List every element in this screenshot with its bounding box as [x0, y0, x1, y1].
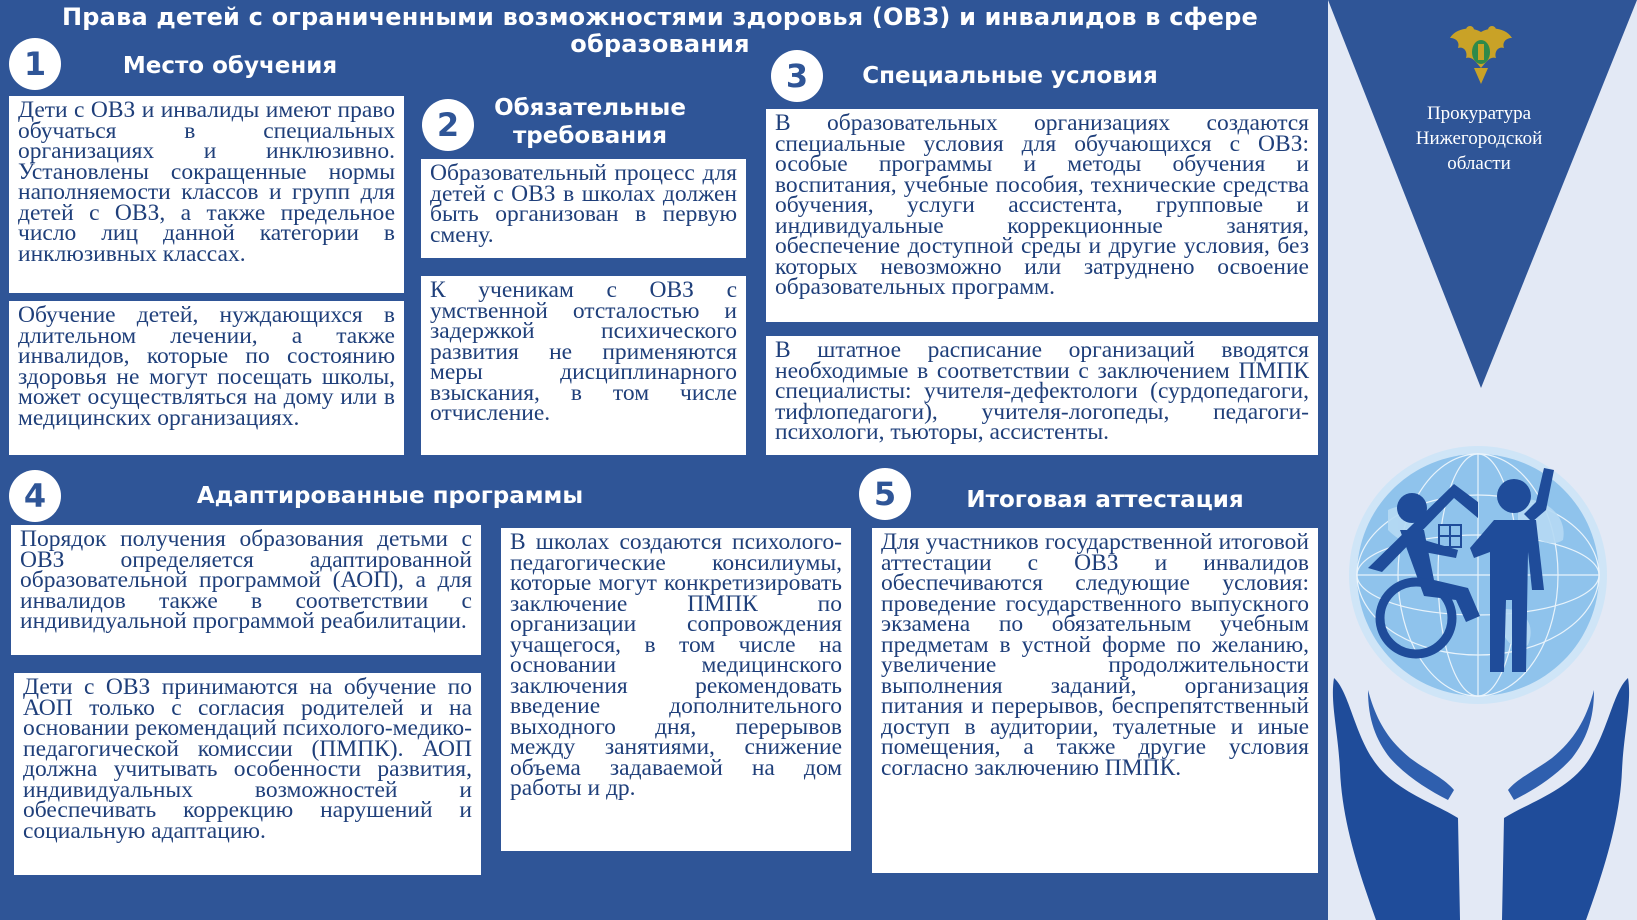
- section-5-paragraph-1: Для участников государственной итоговой аттестации с ОВЗ и инвалидов обеспечиваются следующие условия: проведение государственного выпускного экзамена по обязательным учебным предметам в устной форме по желанию, увеличение продолжительности выполнения заданий, организация питания и перерывов, беспрепятственный доступ в аудитории, туалетные и иные помещения, а также другие условия согласно заключению ПМПК.: [872, 528, 1318, 873]
- section-2-paragraph-2: К ученикам с ОВЗ с умственной отсталостью и задержкой психического развития не применяются меры дисциплинарного взыскания, в том числе отчисление.: [421, 276, 746, 455]
- section-2-paragraph-1: Образовательный процесс для детей с ОВЗ в школах должен быть организован в первую смену.: [421, 159, 746, 258]
- double-headed-eagle-emblem-icon: [1446, 22, 1516, 88]
- disabled-child-and-adult-under-roof-globe-hands-icon: [1328, 440, 1637, 920]
- section-3-number: 3: [771, 50, 823, 102]
- section-5-number: 5: [859, 468, 911, 520]
- section-1-paragraph-1: Дети с ОВЗ и инвалиды имеют право обучаться в специальных организациях и инклюзивно. Установлены сокращенные нормы наполняемости классов и групп для детей с ОВЗ, а также предельное число лиц данной категории в инклюзивных классах.: [9, 96, 404, 293]
- section-4-paragraph-1: Порядок получения образования детьми с ОВЗ определяется адаптированной образовательной программой (АОП), а для инвалидов также в соответствии с индивидуальной программой реабилитации.: [11, 525, 481, 655]
- section-3-paragraph-1: В образовательных организациях создаются специальные условия для обучающихся с ОВЗ: особые программы и методы обучения и воспитания, учебные пособия, технические средства обучения, услуги ассистента, групповые и индивидуальные коррекционные занятия, обеспечение доступной среды и другие условия, без которых невозможно или затруднено освоение образовательных программ.: [766, 109, 1318, 322]
- right-panel: [1328, 0, 1637, 920]
- section-1-number: 1: [9, 38, 61, 90]
- section-3-paragraph-2: В штатное расписание организаций вводятся необходимые в соответствии с заключением ПМПК специалисты: учителя-дефектологи (сурдопедагоги, тифлопедагоги), учителя-логопеды, педагоги-психологи, тьюторы, ассистенты.: [766, 336, 1318, 455]
- section-4-heading: Адаптированные программы: [196, 483, 584, 509]
- section-2-heading: Обязательные требования: [494, 95, 686, 149]
- section-1-heading: Место обучения: [122, 53, 338, 79]
- section-4-paragraph-2: Дети с ОВЗ принимаются на обучение по АОП только с согласия родителей и на основании рекомендаций психолого-медико-педагогической комиссии (ПМПК). АОП должна учитывать особенности развития, индивидуальных возможностей и обеспечивать коррекцию нарушений и социальную адаптацию.: [14, 673, 481, 875]
- section-4-number: 4: [9, 470, 61, 522]
- organization-name: Прокуратура Нижегородской области: [1415, 103, 1543, 174]
- section-4-paragraph-3: В школах создаются психолого-педагогические консилиумы, которые могут конкретизировать заключение ПМПК по организации сопровождения учащегося, в том числе на основании медицинского заключения рекомендовать введение дополнительного выходного дня, перерывов между занятиями, снижение объема задаваемой на дом работы и др.: [501, 528, 851, 851]
- section-2-number: 2: [422, 99, 474, 151]
- page-title: Права детей с ограниченными возможностями здоровья (ОВЗ) и инвалидов в сфере образования: [62, 3, 1258, 58]
- section-1-paragraph-2: Обучение детей, нуждающихся в длительном лечении, а также инвалидов, которые по состоянию здоровья не могут посещать школы, может осуществляться на дому или в медицинских организациях.: [9, 301, 404, 455]
- section-5-heading: Итоговая аттестация: [966, 487, 1244, 513]
- section-3-heading: Специальные условия: [862, 63, 1158, 89]
